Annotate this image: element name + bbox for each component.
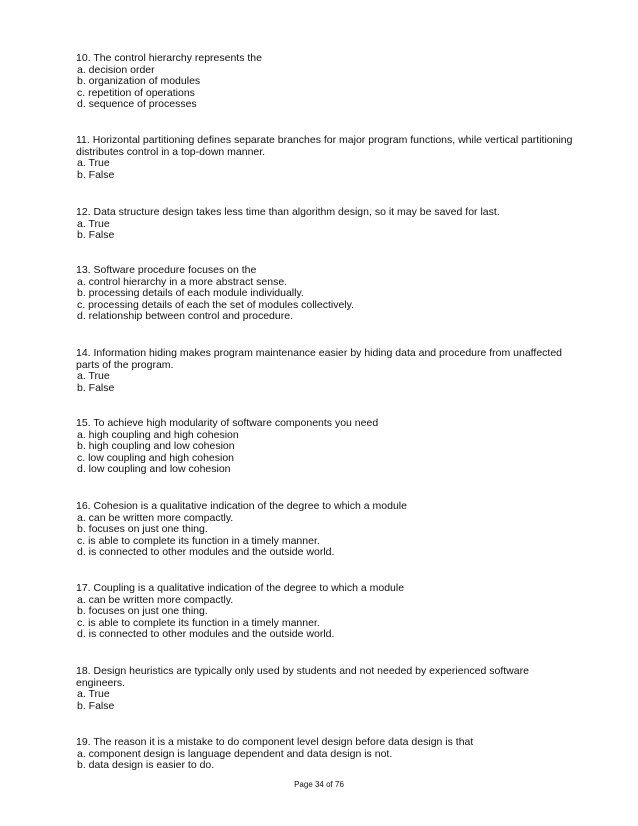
question-12 [76, 207, 576, 242]
answer-option: b. False [77, 381, 115, 394]
question-11 [76, 135, 576, 181]
answer-option: b. high coupling and low cohesion [77, 440, 235, 453]
question-text: 11. Horizontal partitioning defines separate branches for major program functions, while vertical partitioning distributes control in a top-down manner. [76, 134, 573, 158]
question-text: 16. Cohesion is a qualitative indication of the degree to which a module [76, 500, 407, 512]
answer-option: d. relationship between control and procedure. [77, 310, 293, 323]
question-13 [76, 265, 576, 323]
answer-option: b. False [77, 229, 115, 242]
answer-option: c. processing details of each the set of modules collectively. [77, 298, 355, 311]
answer-option: b. organization of modules [77, 75, 201, 88]
question-14 [76, 348, 576, 394]
answer-option: b. processing details of each module individually. [77, 287, 304, 300]
question-18 [76, 666, 576, 712]
answer-option: b. data design is easier to do. [77, 759, 215, 772]
answer-option: a. True [77, 157, 110, 170]
question-10 [76, 53, 262, 111]
answer-option: d. sequence of processes [77, 98, 197, 111]
answer-option: a. True [77, 370, 110, 383]
answer-option: b. False [77, 168, 115, 181]
answer-option: c. low coupling and high cohesion [77, 451, 235, 464]
answer-option: a. True [77, 688, 110, 701]
answer-option: c. is able to complete its function in a timely manner. [77, 534, 320, 547]
answer-option: d. is connected to other modules and the outside world. [77, 628, 335, 641]
question-text: 15. To achieve high modularity of software components you need [76, 417, 379, 429]
question-16 [76, 501, 576, 559]
answer-option: d. is connected to other modules and the outside world. [77, 546, 335, 559]
question-text: 19. The reason it is a mistake to do component level design before data design is that [76, 736, 474, 748]
answer-option: a. can be written more compactly. [77, 511, 234, 524]
question-15 [76, 418, 576, 476]
answer-option: a. can be written more compactly. [77, 593, 234, 606]
question-19 [76, 737, 576, 772]
answer-option: a. control hierarchy in a more abstract sense. [77, 275, 288, 288]
answer-option: a. True [77, 217, 110, 230]
question-17 [76, 583, 576, 641]
question-text: 17. Coupling is a qualitative indication of the degree to which a module [76, 582, 405, 594]
answer-option: b. False [77, 699, 115, 712]
question-text: 14. Information hiding makes program maintenance easier by hiding data and procedure from unaffected parts of the program. [76, 347, 563, 371]
question-text: 10. The control hierarchy represents the [76, 52, 262, 64]
question-text: 18. Design heuristics are typically only used by students and not needed by experienced software engineers. [76, 665, 529, 689]
answer-option: b. focuses on just one thing. [77, 523, 208, 536]
answer-option: c. is able to complete its function in a timely manner. [77, 616, 320, 629]
answer-option: a. decision order [77, 63, 155, 76]
answer-option: b. focuses on just one thing. [77, 605, 208, 618]
answer-option: c. repetition of operations [77, 86, 195, 99]
question-text: 13. Software procedure focuses on the [76, 264, 257, 276]
answer-option: a. high coupling and high cohesion [77, 428, 239, 441]
answer-option: d. low coupling and low cohesion [77, 463, 231, 476]
answer-option: a. component design is language dependent and data design is not. [77, 747, 393, 760]
page-number-footer: Page 34 of 76 [294, 780, 344, 789]
question-text: 12. Data structure design takes less time than algorithm design, so it may be saved for last. [76, 206, 500, 218]
